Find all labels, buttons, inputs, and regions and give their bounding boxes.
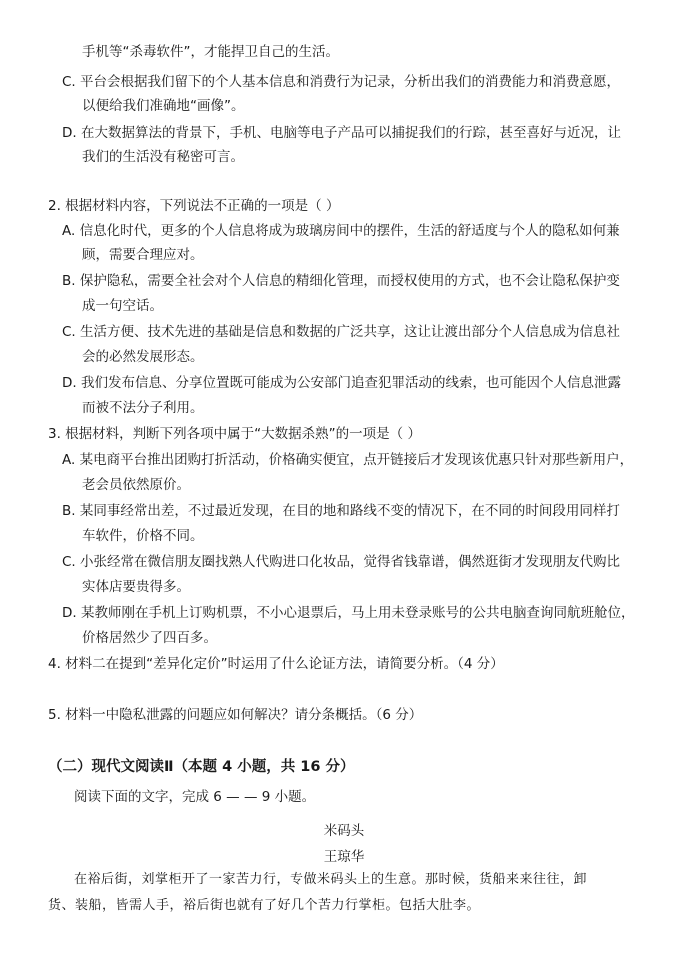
story-title: 米码头 bbox=[323, 823, 365, 839]
q3-option-a: A. 某电商平台推出团购打折活动，价格确实便宜，点开链接后才发现该优惠只针对那些新用户， bbox=[62, 452, 634, 468]
question-5: 5. 材料一中隐私泄露的问题应如何解决？请分条概括。（6 分） bbox=[48, 707, 423, 723]
q1-option-c: C. 平台会根据我们留下的个人基本信息和消费行为记录，分析出我们的消费能力和消费意愿， bbox=[62, 74, 621, 90]
q1-option-d: D. 在大数据算法的背景下，手机、电脑等电子产品可以捕捉我们的行踪，甚至喜好与近况，让 bbox=[62, 125, 621, 141]
q2-option-c-continuation: 会的必然发展形态。 bbox=[82, 349, 204, 365]
section-heading: （二）现代文阅读Ⅱ（本题 4 小题，共 16 分） bbox=[48, 759, 355, 775]
q2-option-a-continuation: 顾，需要合理应对。 bbox=[82, 247, 204, 263]
option-b-continuation: 手机等“杀毒软件”，才能捍卫自己的生活。 bbox=[82, 44, 339, 60]
question-2: 2. 根据材料内容，下列说法不正确的一项是（ ） bbox=[48, 198, 340, 214]
question-4: 4. 材料二在提到“差异化定价”时运用了什么论证方法，请简要分析。（4 分） bbox=[48, 656, 504, 672]
reading-instruction: 阅读下面的文字，完成 6 — — 9 小题。 bbox=[74, 789, 316, 805]
q2-option-b: B. 保护隐私，需要全社会对个人信息的精细化管理，而授权使用的方式，也不会让隐私保护变 bbox=[62, 273, 620, 289]
q2-option-b-continuation: 成一句空话。 bbox=[82, 298, 163, 314]
q3-option-c: C. 小张经常在微信朋友圈找熟人代购进口化妆品，觉得省钱靠谱，偶然逛街才发现朋友代购比 bbox=[62, 554, 621, 570]
q2-option-d-continuation: 而被不法分子利用。 bbox=[82, 400, 204, 416]
q3-option-d-continuation: 价格居然少了四百多。 bbox=[82, 630, 217, 646]
story-author: 王琼华 bbox=[323, 849, 365, 865]
q1-option-c-continuation: 以便给我们准确地“画像”。 bbox=[82, 98, 245, 114]
q2-option-d: D. 我们发布信息、分享位置既可能成为公安部门追查犯罪活动的线索，也可能因个人信息泄露 bbox=[62, 375, 621, 391]
q3-option-b: B. 某同事经常出差，不过最近发现，在目的地和路线不变的情况下，在不同的时间段用同样打 bbox=[62, 503, 620, 519]
q3-option-c-continuation: 实体店要贵得多。 bbox=[82, 579, 190, 595]
q2-option-a: A. 信息化时代，更多的个人信息将成为玻璃房间中的摆件，生活的舒适度与个人的隐私如何兼 bbox=[62, 223, 620, 239]
q1-option-d-continuation: 我们的生活没有秘密可言。 bbox=[82, 149, 244, 165]
q3-option-d: D. 某教师刚在手机上订购机票，不小心退票后，马上用未登录账号的公共电脑查询同航班舱位， bbox=[62, 605, 635, 621]
story-paragraph-line-2: 货、装船，皆需人手，裕后街也就有了好几个苦力行掌柜。包括大肚李。 bbox=[48, 898, 481, 913]
story-paragraph-line-1: 在裕后街，刘掌柜开了一家苦力行，专做米码头上的生意。那时候，货船来来往往，卸 bbox=[74, 872, 588, 887]
q3-option-b-continuation: 车软件，价格不同。 bbox=[82, 528, 204, 544]
question-3: 3. 根据材料，判断下列各项中属于“大数据杀熟”的一项是（ ） bbox=[48, 426, 421, 442]
q2-option-c: C. 生活方便、技术先进的基础是信息和数据的广泛共享，这让让渡出部分个人信息成为信息社 bbox=[62, 324, 621, 340]
q3-option-a-continuation: 老会员依然原价。 bbox=[82, 477, 190, 493]
